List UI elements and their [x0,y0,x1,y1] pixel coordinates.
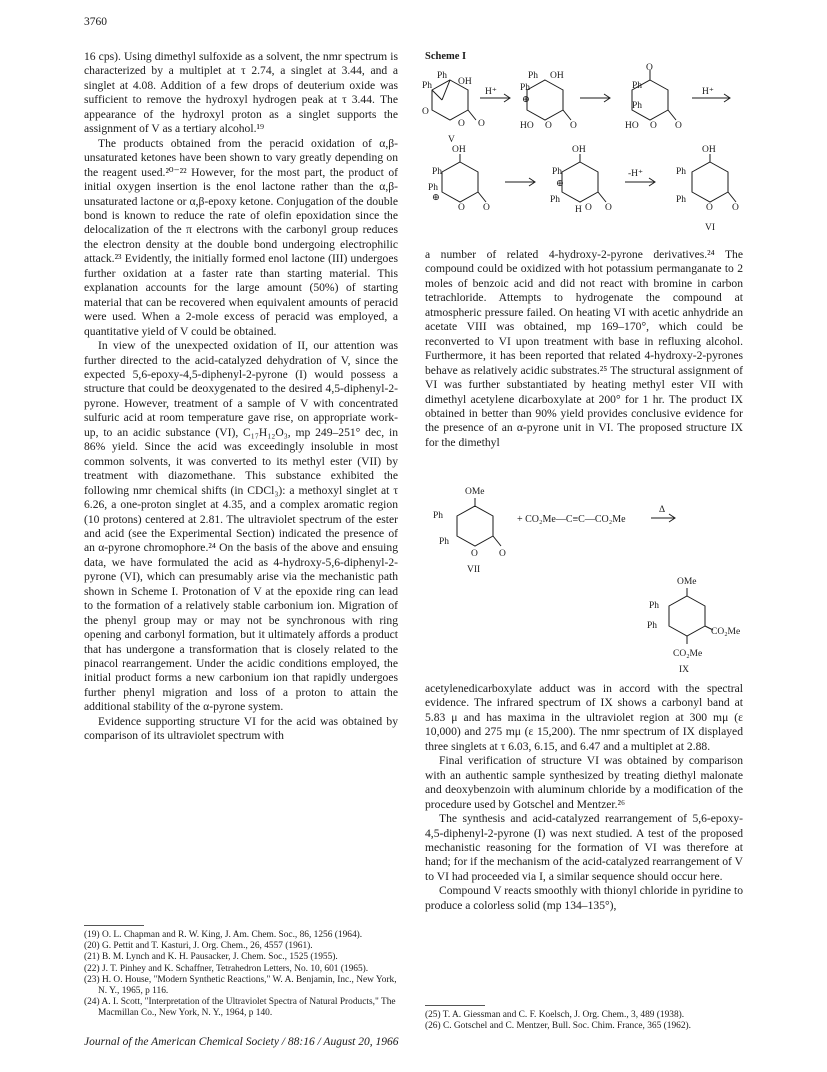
svg-text:OMe: OMe [465,487,485,497]
svg-text:Ph: Ph [439,537,450,547]
svg-text:Ph: Ph [552,167,563,177]
svg-text:O: O [585,203,592,213]
svg-text:Ph: Ph [428,183,439,193]
svg-text:⊕: ⊕ [522,95,530,105]
svg-text:O: O [478,119,485,129]
svg-text:Ph: Ph [649,601,660,611]
svg-text:O: O [650,121,657,131]
svg-text:HO: HO [520,121,534,131]
svg-text:⊕: ⊕ [556,179,564,189]
svg-text:CO₂Me: CO₂Me [673,649,703,659]
label-V: V [448,135,455,145]
paragraph: Final verification of structure VI was obtained by comparison with an authentic sample synthesized by treating diethyl malonate and deoxybenzoin with aluminum chloride by a modification of the procedure used by Gotschel and Mentzer.²⁶ [425,754,743,811]
paragraph: a number of related 4-hydroxy-2-pyrone derivatives.²⁴ The compound could be oxidized with hot potassium permanganate to 2 moles of benzoic acid and did not react with bromine in carbon tetrachloride. Attempts to hydrogenate the compound at atmospheric pressure failed. On heating VI with acetic anhydride an acetate VIII was obtained, mp 169–170°, which could be reconverted to VI upon treatment with base in refluxing alcohol. Furthermore, it has been reported that related 4-hydroxy-2-pyrones behave as relatively acidic substrates.²⁵ The structural assignment of VI was further substantiated by heating methyl ester VII with dimethyl acetylene dicarboxylate at 200° for 1 hr. The product IX obtained in better than 90% yield provides conclusive evidence for the presence of an α-pyrone unit in VI. The proposed structure IX for the dimethyl [425,248,743,449]
paragraph: Evidence supporting structure VI for the acid was obtained by comparison of its ultraviolet spectrum with [84,714,398,743]
svg-text:Ph: Ph [550,195,561,205]
right-footnotes [425,1010,743,1032]
arrow-label-h-plus-2: H⁺ [702,87,714,97]
footnote: (25) T. A. Giessman and C. F. Koelsch, J. Org. Chem., 3, 489 (1938). [425,1010,685,1020]
svg-text:Ph: Ph [632,81,643,91]
svg-text:Ph: Ph [433,511,444,521]
svg-text:OH: OH [702,145,716,155]
svg-text:OH: OH [452,145,466,155]
svg-text:O: O [458,203,465,213]
journal-footer: Journal of the American Chemical Society / 88:16 / August 20, 1966 [84,1036,399,1048]
svg-text:Ph: Ph [528,71,539,81]
svg-text:Ph: Ph [437,71,448,81]
footnote-rule [425,1005,485,1006]
arrow-label-minus-h: -H⁺ [628,169,644,179]
right-column-top [425,248,743,450]
footnote: (23) H. O. House, "Modern Synthetic Reactions," W. A. Benjamin, Inc., New York, N. Y., 1965, p 116. [84,974,397,997]
svg-text:O: O [706,203,713,213]
left-footnotes [84,930,398,1020]
arrow-label-h-plus: H⁺ [485,87,497,97]
svg-text:OH: OH [458,77,472,87]
scheme-title: Scheme I [425,51,467,62]
right-column-bottom [425,682,743,913]
svg-text:OH: OH [572,145,586,155]
svg-text:OMe: OMe [677,577,697,587]
paragraph: The synthesis and acid-catalyzed rearrangement of 5,6-epoxy-4,5-diphenyl-2-pyrone (I) was next studied. A test of the proposed mechanistic reasoning for the formation of VI was therefore at hand; for if the mechanism of the acid-catalyzed rearrangement of V to VI had proceeded via I, a similar sequence should occur here. [425,812,743,883]
footnote: (19) O. L. Chapman and R. W. King, J. Am. Chem. Soc., 86, 1256 (1964). [84,930,363,940]
footnote: (26) C. Gotschel and C. Mentzer, Bull. Soc. Chim. France, 365 (1962). [425,1021,691,1032]
reaction-diagram [425,478,745,678]
svg-text:Ph: Ph [432,167,443,177]
svg-text:O: O [646,63,653,73]
label-VI: VI [705,223,716,233]
page-number: 3760 [84,16,107,28]
svg-text:⊕: ⊕ [432,193,440,203]
svg-text:Ph: Ph [422,81,433,91]
svg-text:O: O [458,119,465,129]
svg-text:O: O [570,121,577,131]
paragraph: 16 cps). Using dimethyl sulfoxide as a solvent, the nmr spectrum is characterized by a multiplet at τ 2.74, a singlet at 3.44, and a singlet at 4.08. Addition of a few drops of deuterium oxide was sufficient to remove the hydroxyl hydrogen peak at τ 3.44. The appearance of the hydroxyl proton as a singlet supports the assignment of V as a tertiary alcohol.¹⁹ [84,50,398,136]
svg-text:OH: OH [550,71,564,81]
svg-text:O: O [483,203,490,213]
footnote: (22) J. T. Pinhey and K. Schaffner, Tetrahedron Letters, No. 10, 601 (1965). [84,963,369,974]
scheme-diagram [420,62,750,242]
footnote-rule [84,925,144,926]
paragraph: acetylenedicarboxylate adduct was in accord with the spectral evidence. The infrared spectrum of IX shows a carbonyl band at 5.83 μ and has maxima in the ultraviolet region at 300 mμ (ε 10,000) and 275 mμ (ε 15,200). The nmr spectrum of IX displayed three singlets at τ 6.03, 6.15, and 6.47 and a multiplet at 2.88. [425,682,743,753]
svg-text:Ph: Ph [676,195,687,205]
paragraph: In view of the unexpected oxidation of II, our attention was further directed to the acid-catalyzed dehydration of V, since the expected 5,6-epoxy-4,5-diphenyl-2-pyrone (I) would possess a structure that could be deoxygenated to the desired 4,5-diphenyl-2-pyrone. However, treatment of a sample of V with concentrated sulfuric acid at room temperature gave rise, on appropriate work-up, to an acidic substance (VI), C₁₇H₁₂O₃, mp 249–251° dec, in 86% yield. Since the acid was exceedingly insoluble in most common solvents, it was converted to its methyl ester (VII) by treatment with diazomethane. This substance exhibited the following nmr chemical shifts (in CDCl₃): a methoxyl singlet at τ 6.26, a one-proton singlet at 4.35, and a complex aromatic region (10 protons) centered at 2.81. The ultraviolet spectrum of the ester and acid (see the Experimental Section) indicated the presence of an α-pyrone chromophore.²⁴ On the basis of the above and ensuing data, we have formulated the acid as 4-hydroxy-5,6-diphenyl-2-pyrone (VI), which can presumably arise via the mechanistic path shown in Scheme I. Protonation of V at the epoxide ring can lead to the formation of a relatively stable carbonium ion. Migration of the phenyl group may or may not be synchronous with ring opening and carbonyl formation, but it ultimately affords a product that has undergone a transformation that is closely related to the pinacol rearrangement. Under the acidic conditions employed, the initial product forms a new carbonium ion that rapidly undergoes further phenyl migration and loss of a proton to attain the additional stability of the α-pyrone system. [84,339,398,714]
svg-text:Ph: Ph [520,83,531,93]
svg-text:CO₂Me: CO₂Me [711,627,741,637]
arrow-label-delta: Δ [659,505,666,515]
svg-text:O: O [732,203,739,213]
footnote: (21) B. M. Lynch and K. H. Pausacker, J. Chem. Soc., 1525 (1955). [84,952,338,963]
svg-text:O: O [675,121,682,131]
svg-text:O: O [499,549,506,559]
svg-text:O: O [545,121,552,131]
svg-text:Ph: Ph [647,621,658,631]
svg-text:Ph: Ph [632,101,643,111]
svg-text:Ph: Ph [676,167,687,177]
svg-text:HO: HO [625,121,639,131]
svg-text:O: O [422,107,429,117]
label-IX: IX [679,665,690,675]
footnote: (24) A. I. Scott, "Interpretation of the Ultraviolet Spectra of Natural Products," The Macmillan Co., New York, N. Y., 1964, p 140. [84,997,396,1019]
reagent-text: + CO₂Me—C≡C—CO₂Me [517,514,626,525]
paragraph: The products obtained from the peracid oxidation of α,β-unsaturated ketones have been shown to vary greatly depending on the reagent used.²⁰⁻²² However, for the most part, the product of initial oxygen insertion is the enol lactone rather than the α,β-unsaturated lactone or α,β-epoxy ketone. Conjugation of the double bond is known to reduce the rate of olefin epoxidation since the delocalization of the π electrons with the carbonyl group reduces the electron density at the double bond undergoing electrophilic attack.²³ Evidently, the initially formed enol lactone (III) undergoes further oxidation at a faster rate than starting material. This explanation accounts for the large amount (50%) of starting material that can be recovered when equivalent amounts of peracid were used. When a 2-mole excess of peracid was employed, a quantitative yield of V could be obtained. [84,136,398,338]
svg-text:O: O [605,203,612,213]
svg-text:O: O [471,549,478,559]
svg-text:H: H [575,205,582,215]
left-column [84,50,398,744]
footnote: (20) G. Pettit and T. Kasturi, J. Org. Chem., 26, 4557 (1961). [84,941,313,952]
paragraph: Compound V reacts smoothly with thionyl chloride in pyridine to produce a colorless solid (mp 134–135°), [425,884,743,912]
label-VII: VII [467,565,481,575]
